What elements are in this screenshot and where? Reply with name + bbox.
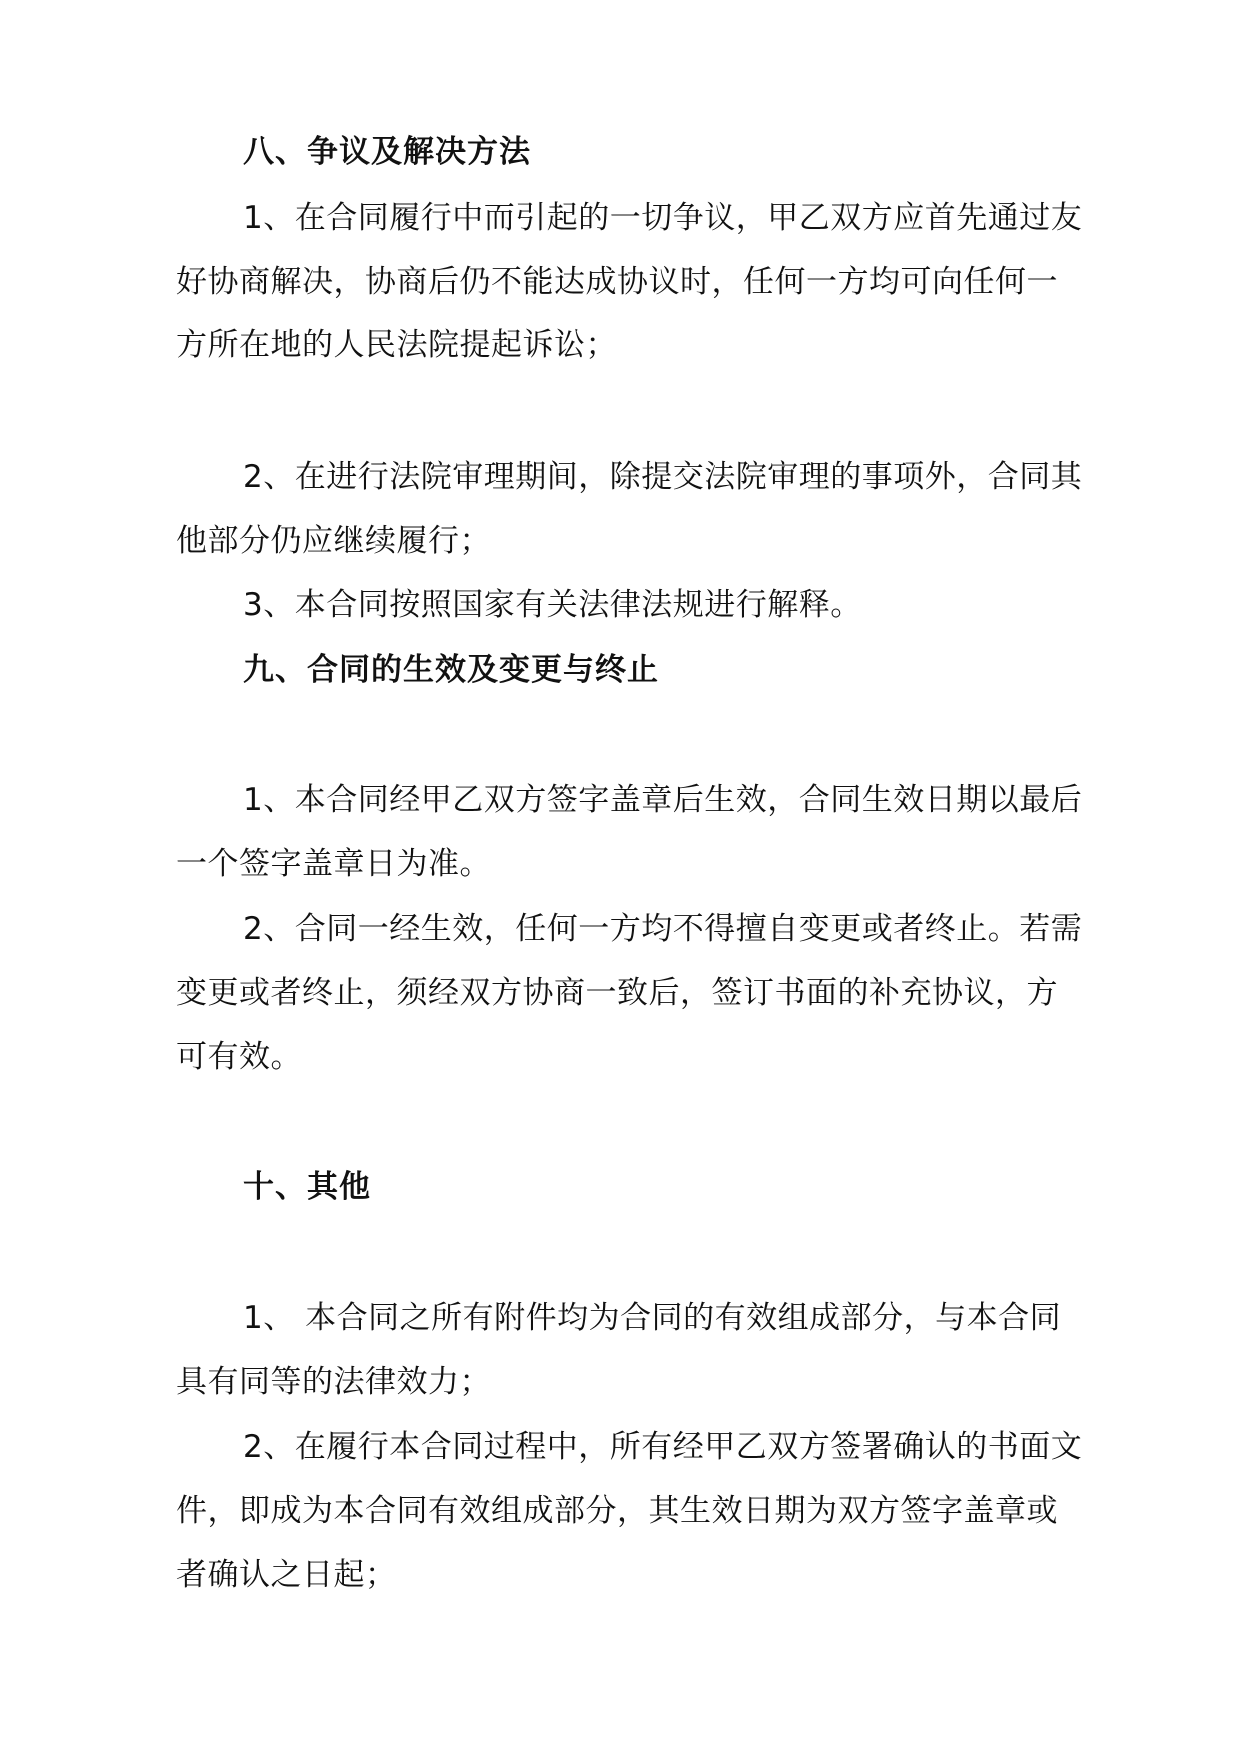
paragraph-line: 2、合同一经生效，任何一方均不得擅自变更或者终止。若需	[243, 911, 1083, 947]
paragraph-line: 一个签字盖章日为准。	[176, 846, 491, 882]
paragraph-line: 2、在进行法院审理期间，除提交法院审理的事项外，合同其	[243, 459, 1083, 495]
paragraph-line: 可有效。	[176, 1039, 302, 1075]
paragraph-line: 方所在地的人民法院提起诉讼；	[176, 327, 617, 363]
section-heading-9: 九、合同的生效及变更与终止	[243, 652, 659, 688]
paragraph-line: 者确认之日起；	[176, 1557, 397, 1593]
paragraph-line: 好协商解决，协商后仍不能达成协议时，任何一方均可向任何一	[176, 264, 1058, 300]
paragraph-line: 具有同等的法律效力；	[176, 1364, 491, 1400]
section-heading-8: 八、争议及解决方法	[243, 134, 531, 170]
paragraph-line: 变更或者终止，须经双方协商一致后，签订书面的补充协议，方	[176, 975, 1058, 1011]
paragraph-line: 1、在合同履行中而引起的一切争议，甲乙双方应首先通过友	[243, 200, 1083, 236]
paragraph-line: 件，即成为本合同有效组成部分，其生效日期为双方签字盖章或	[176, 1493, 1058, 1529]
paragraph-line: 1、 本合同之所有附件均为合同的有效组成部分，与本合同	[243, 1300, 1062, 1336]
paragraph-line: 1、本合同经甲乙双方签字盖章后生效，合同生效日期以最后	[243, 782, 1083, 818]
paragraph-line: 2、在履行本合同过程中，所有经甲乙双方签署确认的书面文	[243, 1429, 1083, 1465]
paragraph-line: 他部分仍应继续履行；	[176, 523, 491, 559]
paragraph-line: 3、本合同按照国家有关法律法规进行解释。	[243, 587, 862, 623]
section-heading-10: 十、其他	[243, 1169, 371, 1205]
